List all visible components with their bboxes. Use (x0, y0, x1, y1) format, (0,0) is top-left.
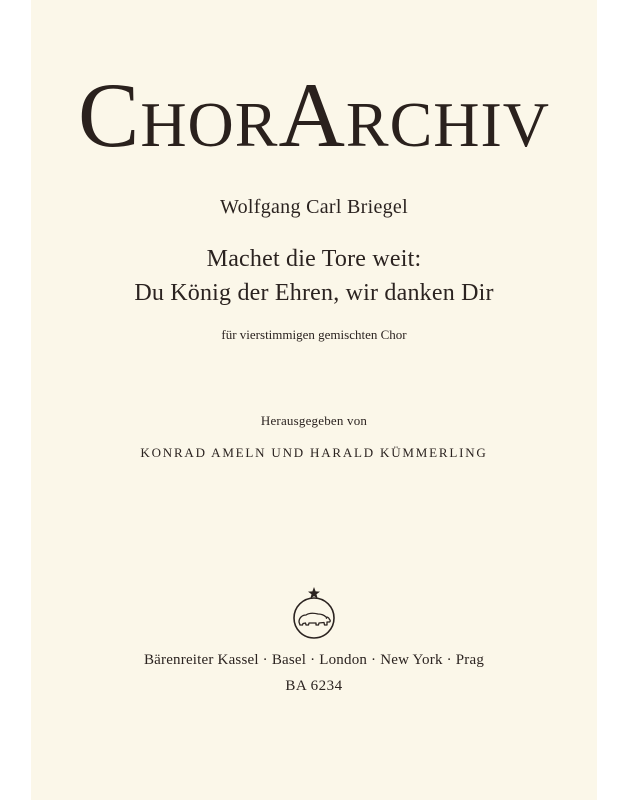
work-title-line-2: Du König der Ehren, wir danken Dir (134, 280, 494, 306)
series-title: ChorArchiv (77, 64, 551, 166)
editor-label: Herausgegeben von (260, 413, 368, 428)
catalog-number: BA 6234 (285, 678, 343, 694)
work-title-line-1: Machet die Tore weit: (206, 246, 422, 272)
publisher-line: Bärenreiter Kassel · Basel · London · New York · Prag (143, 652, 485, 668)
publisher-bear-icon (285, 585, 343, 641)
title-page (31, 0, 597, 800)
voicing-subtitle: für vierstimmigen gemischten Chor (221, 327, 407, 342)
composer-name: Wolfgang Carl Briegel (220, 196, 408, 218)
editor-names: KONRAD AMELN UND HARALD KÜMMERLING (140, 445, 488, 460)
